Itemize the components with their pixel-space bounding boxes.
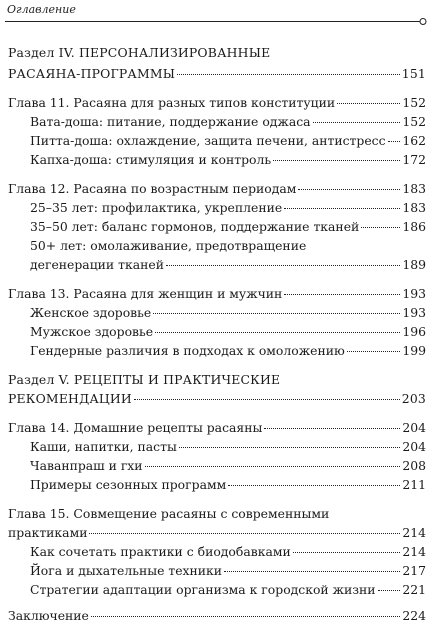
toc-entry-porridges-drinks[interactable]	[30, 439, 426, 455]
page-number: 193	[402, 305, 426, 320]
entry-label: Чаванпраш и гхи	[30, 458, 143, 473]
toc-entry-mens-health[interactable]	[30, 324, 426, 340]
entry-label: Стратегии адаптации организма к городской жизни	[30, 582, 376, 597]
toc-entry-womens-health[interactable]	[30, 305, 426, 321]
entry-label: Примеры сезонных программ	[30, 477, 227, 492]
entry-label: дегенерации тканей	[30, 257, 164, 272]
page-number: 196	[402, 324, 426, 339]
leader-dots	[166, 265, 400, 266]
toc-entry-chapter-13[interactable]	[8, 286, 426, 302]
entry-label: Гендерные различия в подходах к омоложению	[30, 343, 345, 358]
chapter-14-title: Глава 14. Домашние рецепты расаяны	[8, 420, 263, 435]
leader-dots	[177, 74, 400, 75]
toc-entry-chapter-14[interactable]	[8, 420, 426, 436]
leader-dots	[179, 447, 401, 448]
toc-entry-chapter-11[interactable]	[8, 95, 426, 111]
page-number: 193	[402, 286, 426, 301]
entry-label: Как сочетать практики с биодобавками	[30, 544, 291, 559]
leader-dots	[153, 313, 400, 314]
entry-label: Вата-доша: питание, поддержание оджаса	[30, 114, 311, 129]
leader-dots	[155, 332, 400, 333]
section-5-title-line2: РЕКОМЕНДАЦИИ	[8, 391, 132, 406]
section-5-title-line1: Раздел V. РЕЦЕПТЫ И ПРАКТИЧЕСКИЕ	[8, 372, 281, 387]
page-number: 221	[402, 582, 426, 597]
page-number: 217	[402, 563, 426, 578]
toc-entry-chapter-12[interactable]	[8, 181, 426, 197]
entry-label: Питта-доша: охлаждение, защита печени, антистресс	[30, 133, 386, 148]
toc-entry-kapha-dosha[interactable]	[30, 152, 426, 168]
leader-dots	[284, 208, 400, 209]
leader-dots	[337, 103, 400, 104]
leader-dots	[145, 466, 401, 467]
page-number: 211	[402, 477, 426, 492]
page-number: 203	[401, 391, 426, 406]
page-number: 151	[401, 66, 426, 81]
page-number: 152	[402, 114, 426, 129]
page-number: 189	[402, 257, 426, 272]
section-4-title-line1: Раздел IV. ПЕРСОНАЛИЗИРОВАННЫЕ	[8, 45, 271, 60]
chapter-13-title: Глава 13. Расаяна для женщин и мужчин	[8, 286, 283, 301]
toc-entry-age-50-plus-line1[interactable]: 50+ лет: омолаживание, предотвращение	[30, 238, 307, 253]
toc-entry-age-25-35[interactable]	[30, 200, 426, 216]
page-number: 162	[402, 133, 426, 148]
leader-dots	[361, 227, 400, 228]
leader-dots	[388, 141, 401, 142]
toc-entry-urban-adaptation[interactable]	[30, 582, 426, 598]
page-number: 186	[402, 219, 426, 234]
leader-dots	[378, 590, 401, 591]
leader-dots	[284, 294, 400, 295]
page-number: 183	[402, 200, 426, 215]
entry-label: Каши, напитки, пасты	[30, 439, 177, 454]
toc-entry-supplements[interactable]	[30, 544, 426, 560]
entry-label: 35–50 лет: баланс гормонов, поддержание тканей	[30, 219, 360, 234]
chapter-11-title: Глава 11. Расаяна для разных типов конституции	[8, 95, 336, 110]
page-number: 172	[402, 152, 426, 167]
page-number: 204	[402, 420, 426, 435]
leader-dots	[273, 160, 400, 161]
toc-entry-conclusion[interactable]	[8, 608, 426, 624]
toc-entry-chyawanprash-ghee[interactable]	[30, 458, 426, 474]
page-number: 214	[402, 544, 426, 559]
toc-entry-age-35-50[interactable]	[30, 219, 426, 235]
toc-entry-gender-differences[interactable]	[30, 343, 426, 359]
page-number: 224	[402, 608, 426, 623]
chapter-15-title-line1: Глава 15. Совмещение расаяны с современными	[8, 506, 330, 521]
page-number: 214	[402, 525, 426, 540]
entry-label: Мужское здоровье	[30, 324, 154, 339]
toc-entry-section-4[interactable]	[8, 66, 426, 82]
leader-dots	[91, 616, 400, 617]
toc-entry-age-50-plus[interactable]	[30, 257, 426, 273]
chapter-12-title: Глава 12. Расаяна по возрастным периодам	[8, 181, 297, 196]
leader-dots	[228, 485, 400, 486]
leader-dots	[313, 122, 401, 123]
leader-dots	[347, 351, 401, 352]
page-number: 152	[402, 95, 426, 110]
page-number: 204	[402, 439, 426, 454]
leader-dots	[89, 533, 400, 534]
entry-label: Капха-доша: стимуляция и контроль	[30, 152, 272, 167]
chapter-15-title-line2: практиками	[8, 525, 88, 540]
leader-dots	[134, 399, 400, 400]
page-number: 183	[402, 181, 426, 196]
page-number: 208	[402, 458, 426, 473]
leader-dots	[224, 571, 400, 572]
section-4-title-line2: РАСАЯНА-ПРОГРАММЫ	[8, 66, 176, 81]
toc-entry-vata-dosha[interactable]	[30, 114, 426, 130]
leader-dots	[293, 552, 401, 553]
toc-entry-pitta-dosha[interactable]	[30, 133, 426, 149]
toc-entry-section-5[interactable]	[8, 391, 426, 407]
conclusion-label: Заключение	[8, 608, 89, 623]
page-number: 199	[402, 343, 426, 358]
entry-label: Йога и дыхательные техники	[30, 563, 223, 578]
entry-label: Женское здоровье	[30, 305, 152, 320]
toc-entry-chapter-15[interactable]	[8, 525, 426, 541]
header-title: Оглавление	[7, 3, 76, 16]
toc-entry-seasonal-programs[interactable]	[30, 477, 426, 493]
leader-dots	[298, 189, 400, 190]
leader-dots	[264, 428, 400, 429]
entry-label: 25–35 лет: профилактика, укрепление	[30, 200, 283, 215]
toc-entry-yoga-breathing[interactable]	[30, 563, 426, 579]
